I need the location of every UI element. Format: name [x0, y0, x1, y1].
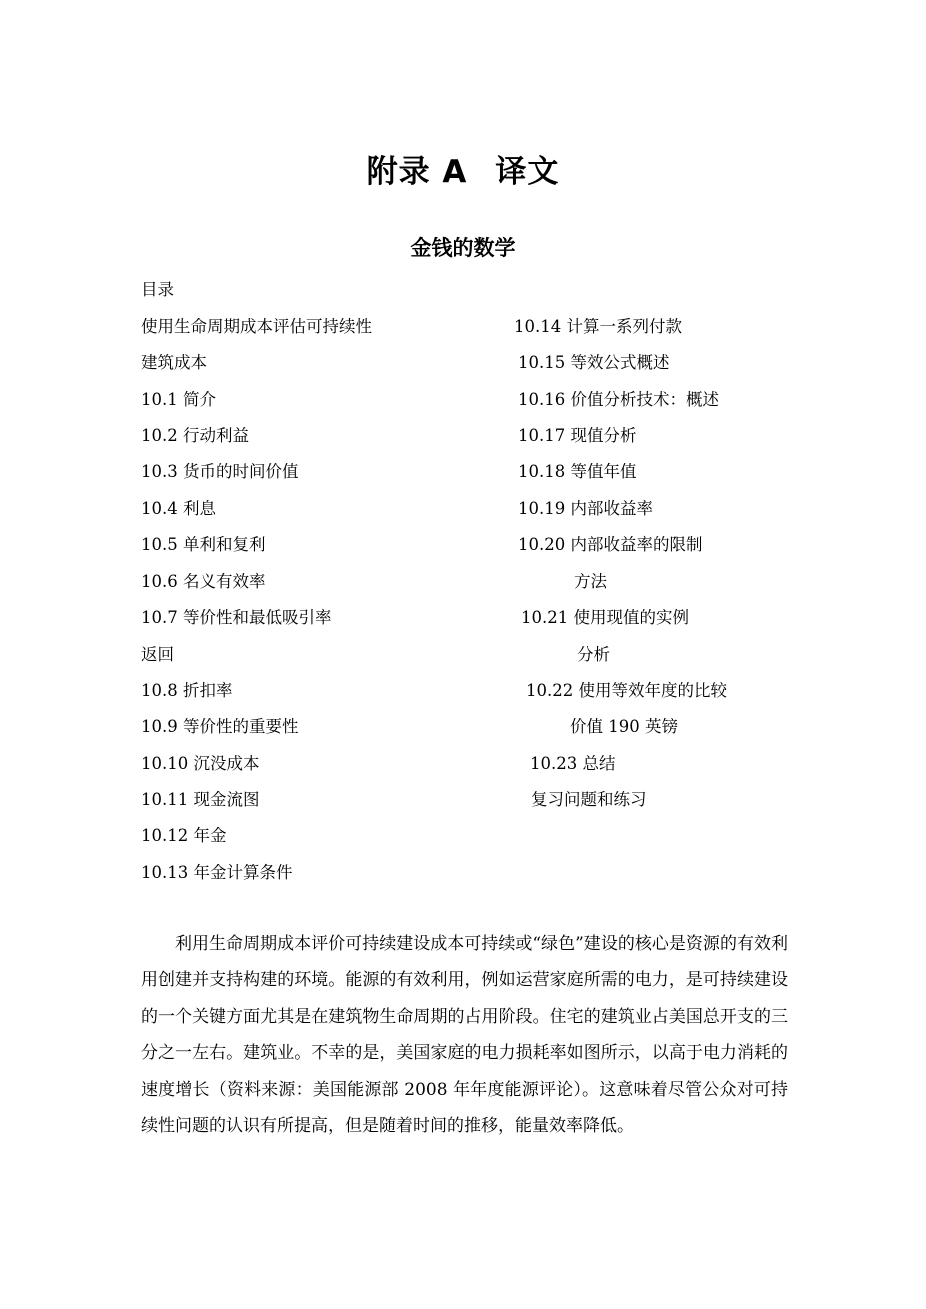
toc-left-item: 10.8 折扣率: [141, 681, 233, 700]
toc-right-item: 10.15 等效公式概述: [518, 353, 670, 372]
toc-right-item: 10.17 现值分析: [518, 426, 637, 445]
toc-left-item: 10.13 年金计算条件: [141, 863, 293, 882]
toc-heading: 目录: [141, 280, 174, 299]
title-translation: 译文: [495, 154, 560, 190]
page-title: [0, 146, 926, 191]
toc-right-item: 10.14 计算一系列付款: [514, 317, 682, 336]
toc-right-item: 10.16 价值分析技术：概述: [518, 390, 719, 409]
page-subtitle: 金钱的数学: [410, 236, 516, 260]
toc-left-item: 使用生命周期成本评估可持续性: [141, 317, 372, 336]
toc-right-item: 10.21 使用现值的实例: [521, 608, 689, 627]
toc-left-item: 10.11 现金流图: [141, 790, 260, 809]
toc-left-item: 返回: [141, 645, 174, 664]
toc-right-item: 10.20 内部收益率的限制: [518, 535, 703, 554]
toc-right-item: 10.18 等值年值: [518, 462, 637, 481]
toc-right-item: 分析: [577, 645, 610, 664]
toc-right-item: 方法: [574, 572, 607, 591]
title-appendix: 附录 A: [366, 154, 468, 190]
toc-left-item: 10.7 等价性和最低吸引率: [141, 608, 332, 627]
toc-left-item: 10.4 利息: [141, 499, 216, 518]
toc-left-item: 10.5 单利和复利: [141, 535, 266, 554]
toc-left-item: 10.10 沉没成本: [141, 754, 260, 773]
toc-right-item: 复习问题和练习: [531, 790, 647, 809]
toc-right-item: 10.23 总结: [530, 754, 616, 773]
toc-left-item: 10.2 行动利益: [141, 426, 249, 445]
toc-left-item: 建筑成本: [141, 353, 207, 372]
toc-right-item: 价值 190 英镑: [570, 717, 678, 736]
toc-right-item: 10.19 内部收益率: [518, 499, 653, 518]
body-paragraph: 利用生命周期成本评价可持续建设成本可持续或“绿色”建设的核心是资源的有效利用创建并支持构建的环境。能源的有效利用，例如运营家庭所需的电力，是可持续建设的一个关键方面尤其是在建筑物生命周期的占用阶段。住宅的建筑业占美国总开支的三分之一左右。建筑业。不幸的是，美国家庭的电力损耗率如图所示，以高于电力消耗的速度增长（资料来源：美国能源部 2008 年年度能源评论）。这意味着尽管公众对可持续性问题的认识有所提高，但是随着时间的推移，能量效率降低。: [141, 934, 788, 1137]
toc-left-item: 10.6 名义有效率: [141, 572, 266, 591]
toc-left-item: 10.1 简介: [141, 390, 216, 409]
toc-left-item: 10.9 等价性的重要性: [141, 717, 299, 736]
toc-left-item: 10.12 年金: [141, 826, 227, 845]
toc-left-item: 10.3 货币的时间价值: [141, 462, 299, 481]
toc-right-item: 10.22 使用等效年度的比较: [526, 681, 727, 700]
